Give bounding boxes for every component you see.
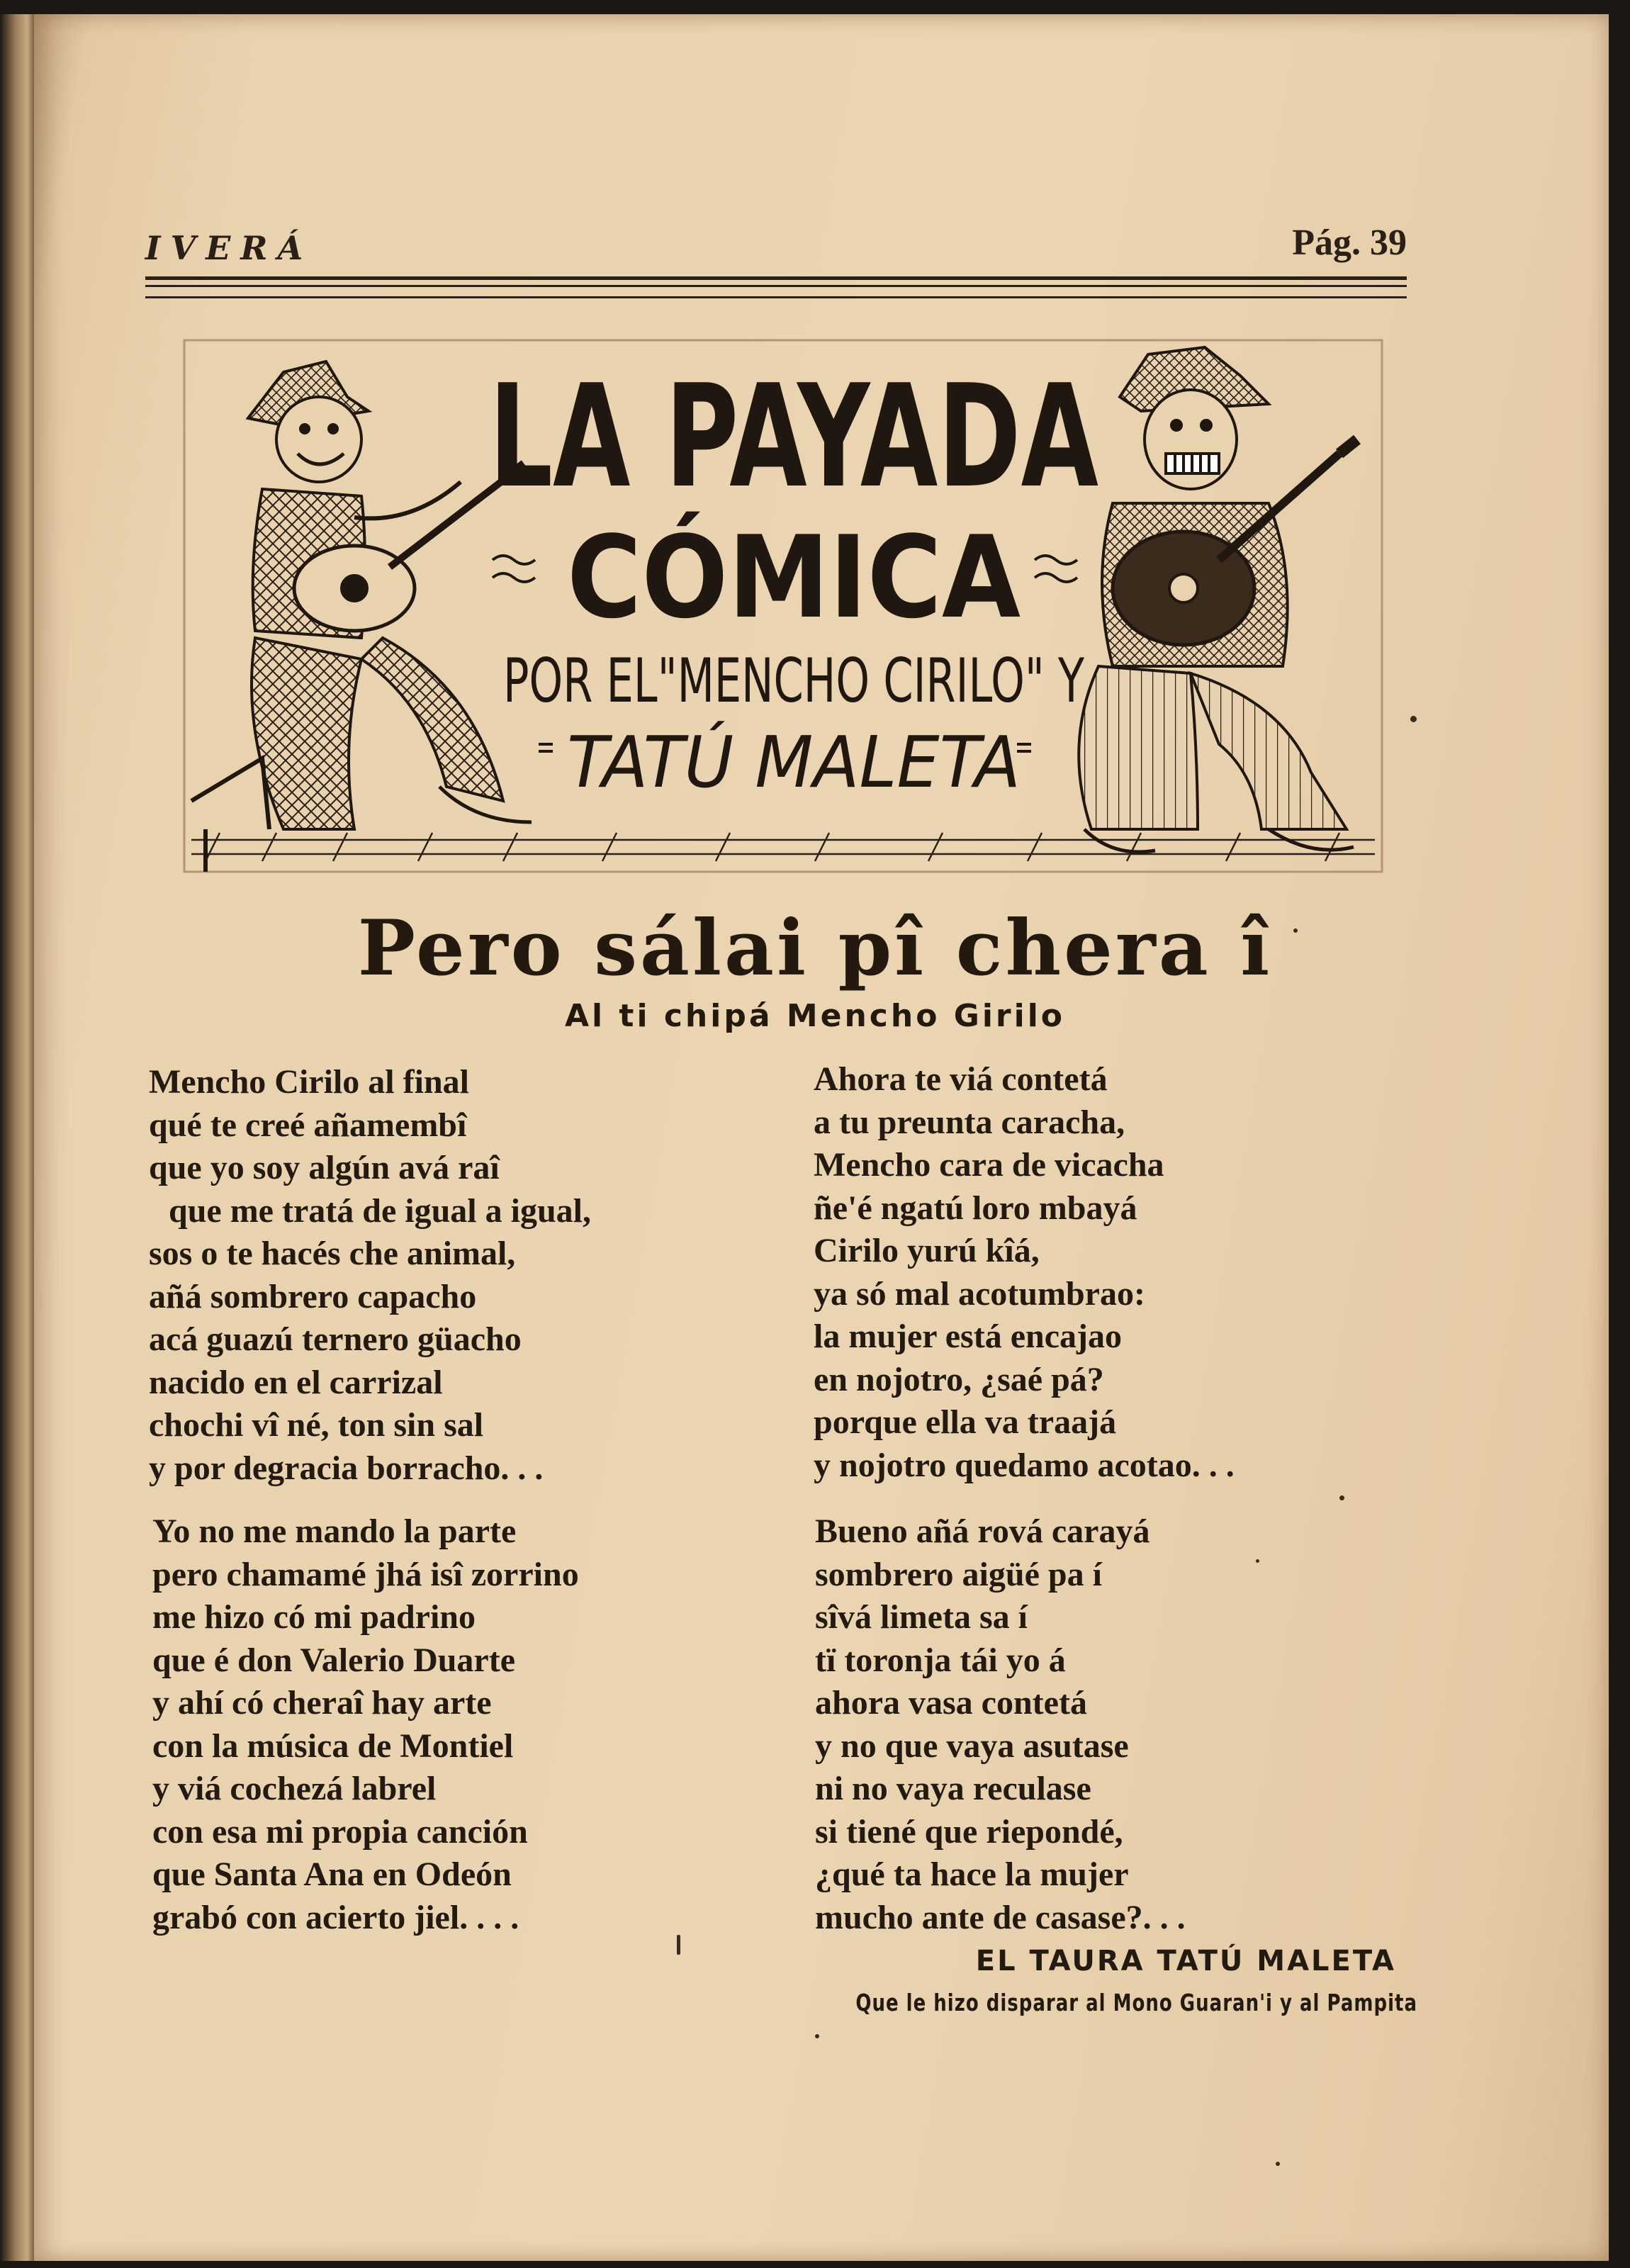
verse-line: sombrero aigüé pa í <box>815 1555 1102 1593</box>
verse-line: Mencho Cirilo al final <box>149 1063 469 1101</box>
verse-line: Cirilo yurú kîá, <box>814 1232 1040 1269</box>
article-title: Pero sálai pî chera î <box>357 904 1273 993</box>
verse-line: que yo soy algún avá raî <box>149 1149 500 1186</box>
article-subtitle: Al ti chipá Mencho Girilo <box>564 998 1066 1034</box>
verse-line: chochi vî né, ton sin sal <box>149 1406 484 1444</box>
illustration-lettering <box>489 354 1098 804</box>
right-musician-figure <box>1079 347 1357 852</box>
lettering-line-3: POR EL"MENCHO CIRILO" Y <box>503 646 1085 717</box>
verse-line: y nojotro quedamo acotao. . . <box>814 1446 1235 1484</box>
header-rule <box>145 285 1407 287</box>
stanza-left-2 <box>152 1510 579 1939</box>
verse-line: ahora vasa contetá <box>815 1684 1087 1722</box>
verse-line: mucho ante de casase?. . . <box>815 1898 1186 1936</box>
verse-line: Mencho cara de vicacha <box>814 1146 1164 1184</box>
verse-line: que Santa Ana en Odeón <box>152 1856 512 1893</box>
header-rule <box>145 296 1407 298</box>
left-musician-figure <box>191 361 532 872</box>
lettering-line-1: LA PAYADA <box>489 354 1098 520</box>
verse-line: Ahora te viá contetá <box>814 1060 1108 1098</box>
verse-line: y ahí có cheraî hay arte <box>152 1684 492 1722</box>
verse-line: nacido en el carrizal <box>149 1363 443 1401</box>
verse-line: Bueno añá rová carayá <box>815 1512 1150 1550</box>
verse-line: sîvá limeta sa í <box>815 1598 1028 1636</box>
verse-line: grabó con acierto jiel. . . . <box>152 1898 519 1936</box>
signature-note: Que le hizo disparar al Mono Guaran'i y al Pampita <box>855 1990 1417 2017</box>
verse-line: y viá cochezá labrel <box>152 1770 437 1807</box>
page-header <box>145 216 1407 280</box>
verse-line: que é don Valerio Duarte <box>152 1641 516 1679</box>
verse-line: a tu preunta caracha, <box>814 1103 1125 1141</box>
stanza-right-2 <box>815 1510 1186 1939</box>
verse-line: me hizo có mi padrino <box>152 1598 476 1636</box>
verse-line: con esa mi propia canción <box>152 1812 528 1851</box>
verse-line: acá guazú ternero güacho <box>149 1320 522 1358</box>
running-title: IVERÁ <box>145 229 313 267</box>
verse-line: qué te creé añamembî <box>149 1106 467 1144</box>
payada-illustration <box>177 333 1389 879</box>
verse-line: tï toronja tái yo á <box>815 1641 1066 1679</box>
verse-line: Yo no me mando la parte <box>152 1512 517 1550</box>
verse-line: ¿qué ta hace la mujer <box>815 1856 1129 1893</box>
lettering-line-4: TATÚ MALETA <box>567 721 1021 804</box>
verse-line: que me tratá de igual a igual, <box>169 1191 591 1230</box>
verse-line: sos o te hacés che animal, <box>149 1235 516 1272</box>
verse-line: con la música de Montiel <box>152 1727 514 1765</box>
page-number: Pág. 39 <box>1292 223 1407 263</box>
stanza-right-1 <box>814 1058 1235 1487</box>
verse-line: ya só mal acotumbrao: <box>814 1274 1145 1313</box>
verse-line: ñe'é ngatú loro mbayá <box>814 1189 1137 1227</box>
verse-line: añá sombrero capacho <box>149 1277 477 1315</box>
verse-line: en nojotro, ¿saé pá? <box>814 1360 1104 1398</box>
verse-line: porque ella va traajá <box>814 1403 1117 1441</box>
verse-line: ni no vaya reculase <box>815 1770 1091 1807</box>
book-gutter <box>0 14 34 2261</box>
author-signature: EL TAURA TATÚ MALETA <box>975 1945 1396 1977</box>
verse-line: y no que vaya asutase <box>815 1727 1129 1765</box>
verse-line: y por degracia borracho. . . <box>149 1449 544 1487</box>
stanza-left-1 <box>149 1061 591 1490</box>
lettering-line-2: CÓMICA <box>567 511 1073 644</box>
verse-line: la mujer está encajao <box>814 1318 1122 1355</box>
header-rule <box>145 276 1407 280</box>
verse-line: si tiené que riepondé, <box>815 1812 1123 1851</box>
verse-line: pero chamamé jhá isî zorrino <box>152 1555 579 1593</box>
